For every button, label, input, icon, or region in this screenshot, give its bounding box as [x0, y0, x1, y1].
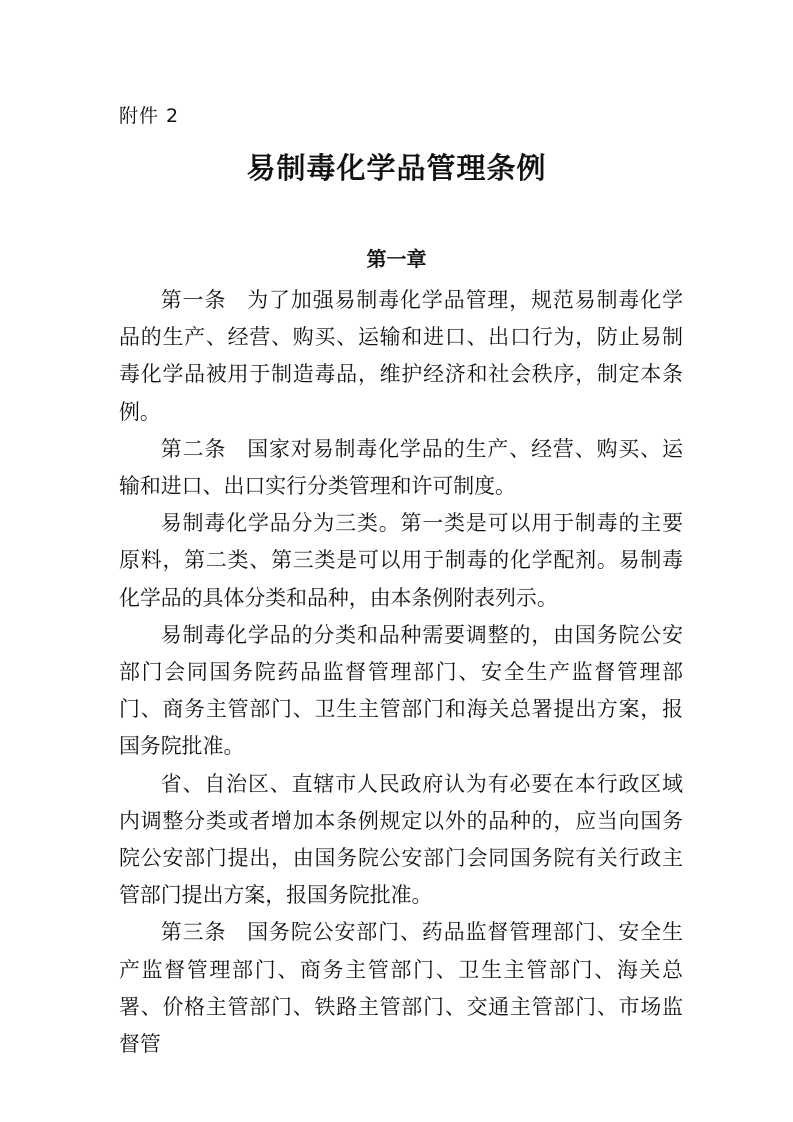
paragraph-text: 国务院公安部门、药品监督管理部门、安全生产监督管理部门、商务主管部门、卫生主管部门、海关总署、价格主管部门、铁路主管部门、交通主管部门、市场监督管 — [119, 920, 683, 1057]
document-body — [119, 282, 683, 1063]
attachment-label: 附件 2 — [119, 105, 180, 127]
paragraph-text: 省、自治区、直辖市人民政府认为有必要在本行政区域内调整分类或者增加本条例规定以外的品种的，应当向国务院公安部门提出，由国务院公安部门会同国务院有关行政主管部门提出方案，报国务院批准。 — [119, 771, 683, 908]
chapter-heading: 第一章 — [366, 247, 427, 271]
paragraph-text: 易制毒化学品分为三类。第一类是可以用于制毒的主要原料，第二类、第三类是可以用于制毒的化学配剂。易制毒化学品的具体分类和品种，由本条例附表列示。 — [119, 511, 683, 610]
adjustment-paragraph — [119, 617, 683, 766]
article-2-paragraph — [119, 431, 683, 505]
classification-paragraph — [119, 505, 683, 617]
paragraph-text: 易制毒化学品的分类和品种需要调整的，由国务院公安部门会同国务院药品监督管理部门、安全生产监督管理部门、商务主管部门、卫生主管部门和海关总署提出方案，报国务院批准。 — [119, 622, 683, 759]
article-label: 第三条 — [160, 920, 227, 945]
article-3-paragraph — [119, 914, 683, 1063]
provincial-paragraph — [119, 766, 683, 915]
paragraph-text: 为了加强易制毒化学品管理，规范易制毒化学品的生产、经营、购买、运输和进口、出口行为，防止易制毒化学品被用于制造毒品，维护经济和社会秩序，制定本条例。 — [119, 288, 683, 424]
document-title: 易制毒化学品管理条例 — [246, 151, 547, 185]
article-label: 第一条 — [160, 288, 227, 312]
paragraph-text: 国家对易制毒化学品的生产、经营、购买、运输和进口、出口实行分类管理和许可制度。 — [119, 436, 683, 499]
article-label: 第二条 — [160, 436, 227, 461]
article-1-paragraph — [119, 282, 683, 431]
